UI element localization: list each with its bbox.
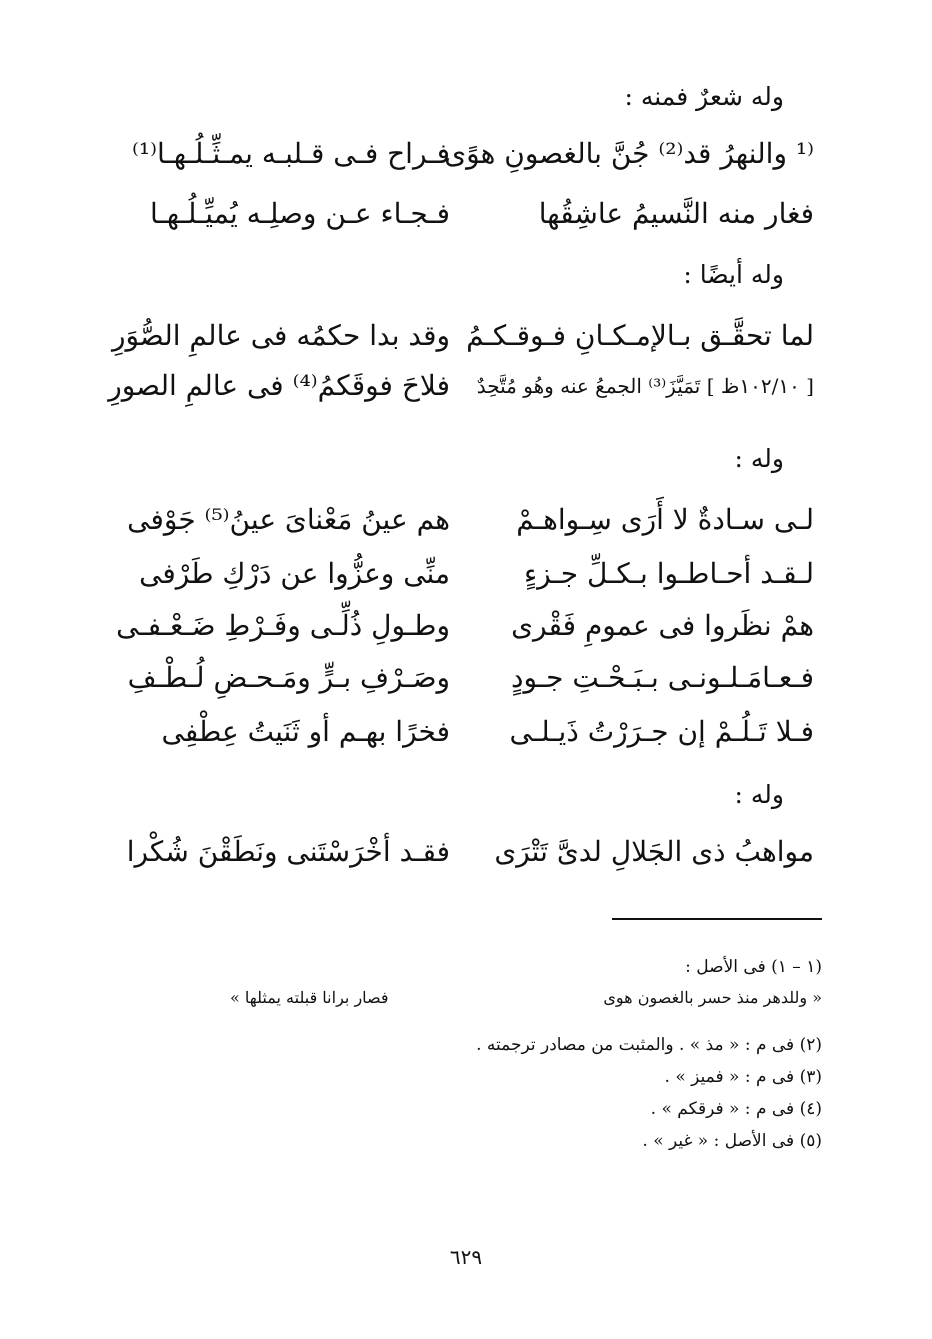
verse-line bbox=[111, 316, 814, 356]
footnote-4: (٤) فى م : « فرقكم » . bbox=[650, 1099, 822, 1119]
verse-first-hemistich: فغار منه النَّسيمُ عاشِقُها bbox=[538, 197, 814, 230]
verse-first-hemistich: فـلا تَـلُـمْ إن جـرَرْتُ ذَيـلـى bbox=[509, 715, 814, 748]
section-heading-1: وله شعرٌ فمنه : bbox=[624, 82, 784, 111]
verse-line bbox=[116, 606, 814, 646]
verse-line bbox=[120, 554, 814, 594]
verse-first-hemistich: [ ١٠٢/١٠ظ ] تَمَيَّزَ⁽³⁾ الجمعُ عنه وهُو مُتَّحِدٌ bbox=[476, 374, 814, 398]
verse-line bbox=[120, 134, 814, 174]
verse-line bbox=[108, 366, 814, 406]
footnote-1: (١ – ١) فى الأصل : bbox=[685, 957, 822, 977]
footnote-verse-second-hemistich: فصار برانا قبلته يمثلها » bbox=[230, 988, 389, 1007]
verse-line bbox=[120, 712, 814, 752]
verse-first-hemistich: لـقـد أحـاطـوا بـكـلِّ جـزءٍ bbox=[523, 557, 814, 590]
verse-line bbox=[120, 658, 814, 698]
footnote-2: (٢) فى م : « مذ » . والمثبت من مصادر ترجمته . bbox=[476, 1035, 822, 1055]
verse-line bbox=[120, 500, 814, 540]
verse-second-hemistich: هم عينُ مَعْناىَ عينُ⁽⁵⁾ جَوْفى bbox=[127, 503, 450, 536]
footnote-verse-first-hemistich: « وللدهر منذ حسر بالغصون هوى bbox=[603, 988, 822, 1007]
section-heading-2: وله أيضًا : bbox=[683, 260, 784, 289]
verse-line bbox=[120, 832, 814, 872]
verse-second-hemistich: منِّى وعزُّوا عن دَرْكِ طَرْفى bbox=[139, 557, 450, 590]
verse-first-hemistich: ⁽¹ والنهرُ قد⁽²⁾ جُنَّ بالغصونِ هوًى bbox=[444, 137, 814, 170]
verse-second-hemistich: فلاحَ فوقَكمُ⁽⁴⁾ فى عالمِ الصورِ bbox=[108, 369, 450, 402]
page-number: ٦٢٩ bbox=[449, 1245, 483, 1269]
verse-first-hemistich: لما تحقَّـق بـالإمـكـانِ فـوقـكـمُ bbox=[466, 319, 814, 352]
verse-second-hemistich: وصَـرْفِ بـرٍّ ومَـحـضِ لُـطْـفِ bbox=[127, 661, 450, 694]
verse-second-hemistich: فـجـاء عـن وصلِـه يُميِّـلُـهـا bbox=[149, 197, 450, 230]
verse-first-hemistich: لـى سـادةٌ لا أَرَى سِـواهـمْ bbox=[516, 503, 814, 536]
footnote-3: (٣) فى م : « فميز » . bbox=[664, 1067, 822, 1087]
verse-second-hemistich: فخرًا بهـم أو ثَنَيتُ عِطْفِى bbox=[161, 715, 450, 748]
footnote-separator bbox=[612, 918, 822, 920]
footnote-5: (٥) فى الأصل : « غير » . bbox=[642, 1131, 822, 1151]
verse-second-hemistich: وطـولِ ذُلِّـى وفَـرْطِ ضَـعْـفـى bbox=[116, 609, 450, 642]
verse-first-hemistich: فـعـامَـلـونـى بـبَـحْـتِ جـودٍ bbox=[511, 661, 814, 694]
verse-second-hemistich: فقـد أخْرَسْتَنى ونَطَقْنَ شُكْرا bbox=[126, 835, 450, 868]
section-heading-4: وله : bbox=[734, 780, 784, 809]
section-heading-3: وله : bbox=[734, 444, 784, 473]
verse-second-hemistich: فـراح فـى قـلبـه يمـثِّـلُـهـا⁽¹⁾ bbox=[132, 137, 450, 170]
footnote-1-verse bbox=[230, 986, 822, 1010]
verse-first-hemistich: مواهبُ ذى الجَلالِ لدىَّ تَتْرَى bbox=[494, 835, 814, 868]
verse-first-hemistich: همْ نظَروا فى عمومِ فَقْرى bbox=[511, 609, 814, 642]
verse-second-hemistich: وقد بدا حكمُه فى عالمِ الصُّوَرِ bbox=[111, 319, 450, 352]
verse-line bbox=[120, 194, 814, 234]
